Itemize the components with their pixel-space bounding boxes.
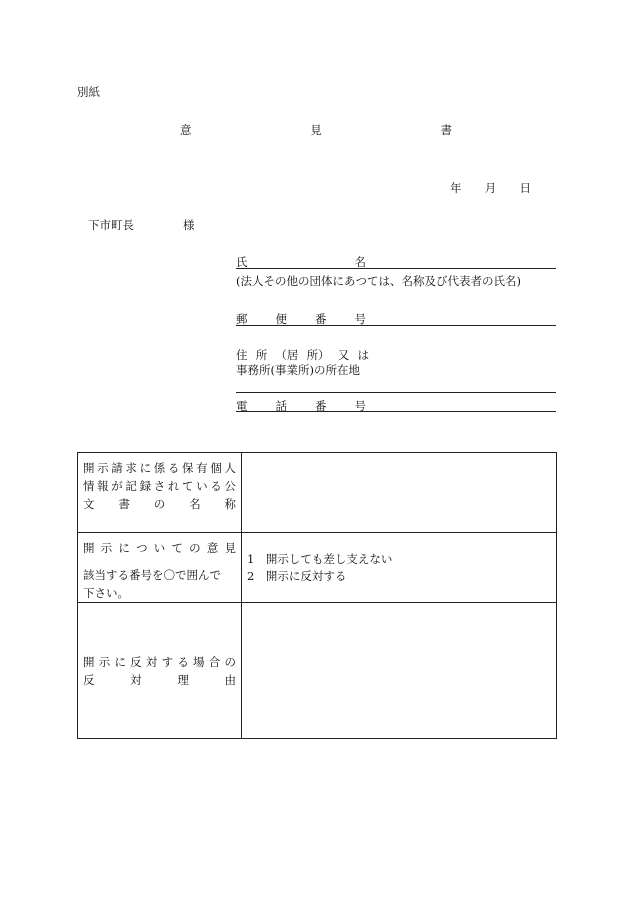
label-char: す — [161, 654, 174, 669]
label-char: 住 — [236, 348, 248, 362]
label-char: 開 — [83, 654, 95, 669]
address-underline — [236, 392, 556, 393]
label-char: 示 — [98, 654, 111, 669]
opinion-table — [77, 452, 557, 739]
label-char: に — [139, 461, 152, 475]
label-char: 理 — [177, 672, 189, 687]
document-name-label — [78, 453, 242, 533]
label-char: の — [224, 654, 236, 669]
label-char: 由 — [224, 672, 236, 687]
table-row — [78, 603, 557, 739]
label-char: さ — [153, 479, 166, 493]
table-row — [78, 453, 557, 533]
label-char: 係 — [153, 461, 166, 475]
label-line — [83, 495, 236, 513]
label-char: 記 — [125, 479, 137, 493]
objection-reason-field[interactable] — [242, 603, 557, 739]
label-line — [83, 477, 236, 495]
instruction-line: 該当する番号を〇で囲んで — [83, 568, 221, 582]
label-char: 示 — [97, 461, 109, 475]
label-char: 文 — [83, 497, 95, 511]
label-char: が — [111, 479, 123, 493]
label-char: る — [177, 654, 189, 669]
label-char: れ — [167, 479, 180, 493]
label-char: 名 — [354, 255, 366, 269]
label-char: 号 — [354, 399, 366, 413]
address-label-line2: 事務所(事業所)の所在地 — [236, 363, 360, 377]
label-char: 号 — [354, 312, 366, 326]
address-label-line1 — [236, 347, 369, 363]
title-char: 意 — [180, 123, 192, 137]
label-line — [83, 459, 236, 477]
label-char: て — [181, 479, 194, 493]
year-label: 年 — [450, 181, 462, 195]
month-label: 月 — [484, 181, 497, 195]
label-char: 開 — [83, 541, 95, 555]
day-label: 日 — [519, 181, 531, 195]
option-consent[interactable]: 1 開示しても差し支えない — [247, 551, 393, 566]
label-char: 個 — [210, 461, 222, 475]
label-char: い — [196, 479, 208, 493]
label-char: （居 — [275, 348, 299, 362]
label-char: 対 — [130, 672, 142, 687]
title-char: 書 — [440, 123, 452, 137]
label-char: 所 — [255, 348, 268, 362]
label-char: 名 — [189, 497, 201, 511]
label-char: る — [210, 479, 222, 493]
label-char: 求 — [125, 461, 137, 475]
label-line — [83, 653, 236, 671]
label-char: 氏 — [236, 255, 248, 269]
phone-underline — [236, 411, 556, 412]
label-char: 郵 — [236, 312, 248, 326]
document-title — [180, 122, 452, 138]
label-char: の — [189, 541, 201, 555]
label-char: 便 — [275, 312, 287, 326]
label-char: 報 — [97, 479, 109, 493]
label-char: 情 — [83, 479, 95, 493]
label-char: る — [167, 461, 180, 475]
label-char: に — [118, 541, 130, 555]
label-char: 所） — [306, 348, 330, 362]
header-label: 別紙 — [77, 85, 100, 99]
label-char: 合 — [208, 654, 221, 669]
option-object[interactable]: 2 開示に反対する — [247, 568, 347, 583]
instruction-line: 下さい。 — [83, 586, 129, 600]
label-char: に — [114, 654, 126, 669]
label-char: は — [357, 348, 369, 362]
label-char: 人 — [224, 461, 236, 475]
label-char: 場 — [193, 654, 205, 669]
label-char: 見 — [224, 541, 236, 555]
table-row — [78, 533, 557, 603]
date-line — [450, 180, 531, 196]
postal-code-underline — [236, 325, 556, 326]
label-char: 話 — [275, 399, 287, 413]
label-char: 対 — [145, 654, 158, 669]
label-char: 開 — [83, 461, 95, 475]
label-char: 公 — [224, 479, 236, 493]
name-note: (法人その他の団体にあつては、名称及び代表者の氏名) — [236, 274, 521, 288]
label-char: 又 — [337, 348, 350, 362]
addressee: 下市町長 — [88, 218, 134, 232]
label-char: つ — [136, 541, 148, 555]
label-char: 番 — [315, 312, 327, 326]
label-char: 請 — [111, 461, 123, 475]
label-char: 保 — [181, 461, 194, 475]
label-char: 反 — [130, 654, 142, 669]
title-char: 見 — [310, 123, 322, 137]
label-char: の — [153, 497, 166, 511]
label-line — [83, 539, 236, 557]
label-char: 番 — [315, 399, 327, 413]
label-line — [83, 671, 236, 689]
label-char: 意 — [206, 541, 219, 555]
label-char: 録 — [139, 479, 152, 493]
name-underline — [236, 268, 556, 269]
objection-reason-label — [78, 603, 242, 739]
honorific: 様 — [183, 218, 195, 232]
label-char: 書 — [118, 497, 130, 511]
label-char: い — [153, 541, 166, 555]
label-char: 称 — [224, 497, 236, 511]
label-char: 有 — [196, 461, 208, 475]
disclosure-opinion-options — [242, 533, 557, 603]
label-char: 反 — [83, 672, 95, 687]
label-char: 電 — [236, 399, 248, 413]
label-char: て — [171, 541, 183, 555]
document-name-field[interactable] — [242, 453, 557, 533]
label-char: 示 — [100, 541, 113, 555]
disclosure-opinion-label — [78, 533, 242, 603]
